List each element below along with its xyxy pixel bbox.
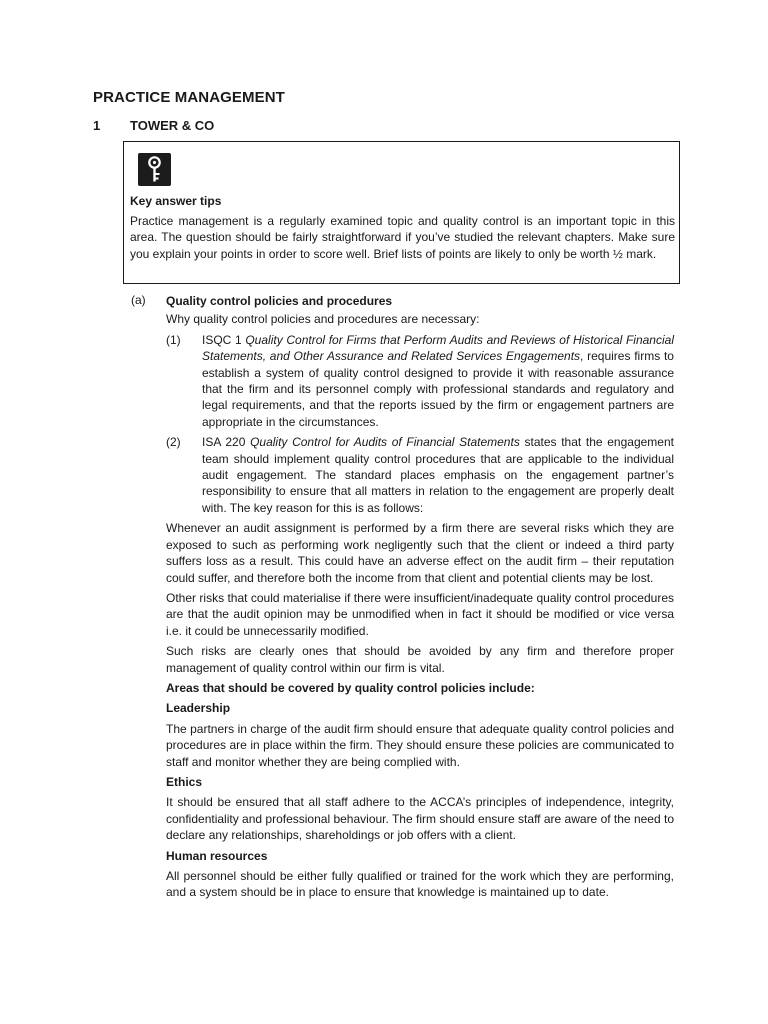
list-item (166, 434, 674, 516)
key-icon (138, 153, 171, 186)
section-title: PRACTICE MANAGEMENT (93, 89, 285, 106)
part-label: (a) (131, 293, 146, 307)
paragraph-conclusion: Such risks are clearly ones that should be avoided by any firm and therefore proper management of quality control within our firm is vital. (166, 644, 674, 675)
part-title: Quality control policies and procedures (166, 294, 393, 308)
paragraph-risks: Whenever an audit assignment is performed by a firm there are several risks which they are exposed to such as performing work negligently such that the client or indeed a third party suffers loss as a result. This could have an adverse effect on the audit firm – their reputation could suffer, and therefore both the income from that client and potential clients may be lost. (166, 521, 674, 585)
tips-text: Practice management is a regularly examined topic and quality control is an important topic in this area. The question should be fairly straightforward if you’ve studied the relevant chapters. Make sure you explain your points in order to score well. Brief lists of points are likely to only be worth ½ mark. (130, 214, 675, 261)
part-intro: Why quality control policies and procedures are necessary: (166, 312, 480, 327)
part-a-content (166, 293, 674, 905)
area-text-human-resources: All personnel should be either fully qualified or trained for the work which they are performing, and a system should be in place to ensure that knowledge is maintained up to date. (166, 869, 674, 900)
list-item-number: (2) (166, 435, 181, 450)
list-item (166, 332, 674, 430)
area-text-leadership: The partners in charge of the audit firm should ensure that adequate quality control policies and procedures are in place within the firm. They should ensure these policies are communicated to staff and monitor whether they are being complied with. (166, 721, 674, 769)
area-heading-ethics: Ethics (166, 774, 203, 789)
list-item-number: (1) (166, 332, 181, 347)
question-title: TOWER & CO (130, 118, 215, 133)
list-item-text: ISA 220 Quality Control for Audits of Financial Statements states that the engagement team should implement quality control procedures that are applicable to the individual audit engagement. The standard places emphasis on the engagement partner’s responsibility to ensure that all matters in relation to the engagement are properly dealt with. The key reason for this is as follows: (202, 435, 674, 515)
area-heading-leadership: Leadership (166, 701, 231, 716)
paragraph-other-risks: Other risks that could materialise if there were insufficient/inadequate quality control procedures are that the audit opinion may be unmodified when in fact it should be modified or vice versa i.e. it could be unnecessarily modified. (166, 590, 674, 638)
tips-title: Key answer tips (130, 194, 222, 208)
key-answer-tips-box (123, 141, 680, 284)
list-item-text: ISQC 1 Quality Control for Firms that Perform Audits and Reviews of Historical Financial Statements, and Other Assurance and Related Services Engagements, requires firms to establish a system of quality control designed to provide it with reasonable assurance that the firm and its personnel comply with professional standards and regulatory and legal requirements, and that the reports issued by the firm or engagement partners are appropriate in the circumstances. (202, 332, 674, 429)
areas-heading: Areas that should be covered by quality control policies include: (166, 680, 535, 695)
question-number: 1 (93, 118, 101, 133)
area-heading-human-resources: Human resources (166, 848, 268, 863)
area-text-ethics: It should be ensured that all staff adhere to the ACCA’s principles of independence, integrity, confidentiality and professional behaviour. The firm should ensure staff are aware of the need to declare any relationships, shareholdings or job offers with a client. (166, 795, 674, 843)
